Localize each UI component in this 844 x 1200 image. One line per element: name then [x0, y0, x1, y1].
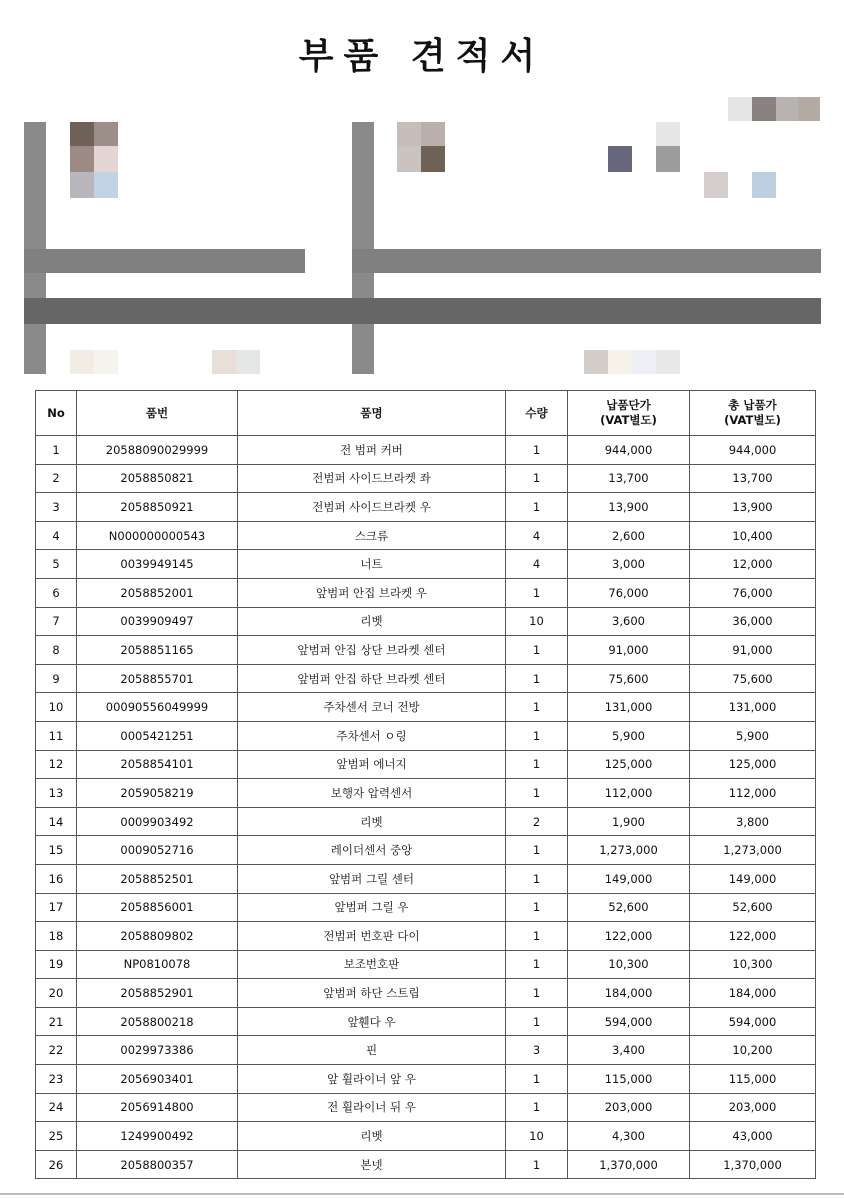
- cell-unit-price: 184,000: [568, 979, 690, 1008]
- cell-unit-price: 203,000: [568, 1093, 690, 1122]
- cell-qty: 1: [506, 578, 568, 607]
- cell-qty: 1: [506, 1065, 568, 1094]
- table-row: [36, 979, 816, 1008]
- cell-part-number: 2058850921: [77, 493, 238, 522]
- cell-total-price: 203,000: [690, 1093, 816, 1122]
- cell-part-name: 앞범퍼 그릴 우: [238, 893, 506, 922]
- cell-total-price: 36,000: [690, 607, 816, 636]
- cell-total-price: 12,000: [690, 550, 816, 579]
- cell-total-price: 76,000: [690, 578, 816, 607]
- header-qty: 수량: [506, 391, 568, 436]
- cell-part-name: 앞범퍼 안집 브라켓 우: [238, 578, 506, 607]
- cell-no: 4: [36, 521, 77, 550]
- cell-no: 1: [36, 436, 77, 465]
- cell-total-price: 122,000: [690, 922, 816, 951]
- page-bottom-divider: [0, 1193, 844, 1195]
- cell-no: 6: [36, 578, 77, 607]
- cell-no: 26: [36, 1150, 77, 1179]
- cell-qty: 1: [506, 693, 568, 722]
- cell-total-price: 125,000: [690, 750, 816, 779]
- table-row: [36, 721, 816, 750]
- cell-total-price: 5,900: [690, 721, 816, 750]
- cell-part-name: 앞 휠라이너 앞 우: [238, 1065, 506, 1094]
- table-row: [36, 664, 816, 693]
- cell-no: 7: [36, 607, 77, 636]
- table-row: [36, 607, 816, 636]
- document-title: 부품 견적서: [298, 36, 546, 77]
- cell-unit-price: 13,700: [568, 464, 690, 493]
- cell-total-price: 115,000: [690, 1065, 816, 1094]
- table-header-row: [36, 391, 816, 436]
- header-part-number: 품번: [77, 391, 238, 436]
- cell-unit-price: 13,900: [568, 493, 690, 522]
- cell-qty: 1: [506, 779, 568, 808]
- cell-no: 20: [36, 979, 77, 1008]
- cell-part-number: 2056914800: [77, 1093, 238, 1122]
- cell-unit-price: 115,000: [568, 1065, 690, 1094]
- cell-unit-price: 1,273,000: [568, 836, 690, 865]
- header-total-price: 총 납품가 (VAT별도): [690, 391, 816, 436]
- cell-no: 22: [36, 1036, 77, 1065]
- cell-unit-price: 52,600: [568, 893, 690, 922]
- cell-part-number: 2058855701: [77, 664, 238, 693]
- cell-qty: 1: [506, 664, 568, 693]
- cell-no: 21: [36, 1007, 77, 1036]
- cell-total-price: 43,000: [690, 1122, 816, 1151]
- cell-total-price: 3,800: [690, 807, 816, 836]
- cell-qty: 3: [506, 1036, 568, 1065]
- table-row: [36, 922, 816, 951]
- cell-total-price: 10,300: [690, 950, 816, 979]
- cell-unit-price: 122,000: [568, 922, 690, 951]
- cell-qty: 1: [506, 836, 568, 865]
- cell-part-number: 1249900492: [77, 1122, 238, 1151]
- cell-part-number: 2058851165: [77, 636, 238, 665]
- table-row: [36, 1150, 816, 1179]
- cell-unit-price: 10,300: [568, 950, 690, 979]
- cell-part-number: 2056903401: [77, 1065, 238, 1094]
- header-part-name: 품명: [238, 391, 506, 436]
- cell-total-price: 13,900: [690, 493, 816, 522]
- cell-part-name: 너트: [238, 550, 506, 579]
- cell-part-number: 20588090029999: [77, 436, 238, 465]
- cell-qty: 1: [506, 464, 568, 493]
- cell-part-name: 리벳: [238, 1122, 506, 1151]
- table-row: [36, 1007, 816, 1036]
- cell-unit-price: 4,300: [568, 1122, 690, 1151]
- cell-part-name: 주차센서 코너 전방: [238, 693, 506, 722]
- cell-part-number: 00090556049999: [77, 693, 238, 722]
- cell-part-number: 2058852001: [77, 578, 238, 607]
- cell-unit-price: 944,000: [568, 436, 690, 465]
- cell-part-name: 앞범퍼 에너지: [238, 750, 506, 779]
- cell-unit-price: 112,000: [568, 779, 690, 808]
- cell-no: 24: [36, 1093, 77, 1122]
- cell-unit-price: 75,600: [568, 664, 690, 693]
- cell-part-number: 2058852501: [77, 864, 238, 893]
- cell-qty: 1: [506, 493, 568, 522]
- cell-no: 25: [36, 1122, 77, 1151]
- cell-unit-price: 125,000: [568, 750, 690, 779]
- cell-total-price: 944,000: [690, 436, 816, 465]
- cell-total-price: 1,370,000: [690, 1150, 816, 1179]
- cell-total-price: 594,000: [690, 1007, 816, 1036]
- header-no: No: [36, 391, 77, 436]
- cell-total-price: 112,000: [690, 779, 816, 808]
- cell-total-price: 184,000: [690, 979, 816, 1008]
- cell-qty: 1: [506, 750, 568, 779]
- cell-part-number: 0009903492: [77, 807, 238, 836]
- cell-no: 18: [36, 922, 77, 951]
- cell-part-number: 2058800357: [77, 1150, 238, 1179]
- cell-unit-price: 3,000: [568, 550, 690, 579]
- cell-part-name: 핀: [238, 1036, 506, 1065]
- table-row: [36, 1093, 816, 1122]
- cell-unit-price: 76,000: [568, 578, 690, 607]
- cell-no: 14: [36, 807, 77, 836]
- cell-no: 2: [36, 464, 77, 493]
- cell-unit-price: 3,400: [568, 1036, 690, 1065]
- table-row: [36, 950, 816, 979]
- cell-total-price: 13,700: [690, 464, 816, 493]
- cell-qty: 1: [506, 721, 568, 750]
- cell-part-number: 0039949145: [77, 550, 238, 579]
- cell-unit-price: 1,900: [568, 807, 690, 836]
- cell-part-number: 2058850821: [77, 464, 238, 493]
- cell-total-price: 75,600: [690, 664, 816, 693]
- table-row: [36, 893, 816, 922]
- table-row: [36, 578, 816, 607]
- cell-qty: 1: [506, 1150, 568, 1179]
- cell-unit-price: 3,600: [568, 607, 690, 636]
- cell-qty: 4: [506, 550, 568, 579]
- cell-part-number: 0005421251: [77, 721, 238, 750]
- cell-part-name: 앞범퍼 그릴 센터: [238, 864, 506, 893]
- cell-total-price: 91,000: [690, 636, 816, 665]
- cell-part-number: 2058854101: [77, 750, 238, 779]
- cell-qty: 1: [506, 436, 568, 465]
- cell-part-name: 보조번호판: [238, 950, 506, 979]
- cell-qty: 1: [506, 636, 568, 665]
- cell-total-price: 10,400: [690, 521, 816, 550]
- cell-part-name: 전범퍼 사이드브라켓 좌: [238, 464, 506, 493]
- cell-unit-price: 594,000: [568, 1007, 690, 1036]
- table-row: [36, 1065, 816, 1094]
- cell-part-name: 레이더센서 중앙: [238, 836, 506, 865]
- cell-qty: 1: [506, 1007, 568, 1036]
- cell-unit-price: 5,900: [568, 721, 690, 750]
- cell-part-number: 2058856001: [77, 893, 238, 922]
- cell-total-price: 131,000: [690, 693, 816, 722]
- cell-no: 17: [36, 893, 77, 922]
- quote-table: [35, 390, 816, 1179]
- cell-part-number: 2058852901: [77, 979, 238, 1008]
- cell-no: 16: [36, 864, 77, 893]
- cell-part-name: 전범퍼 번호판 다이: [238, 922, 506, 951]
- cell-part-number: NP0810078: [77, 950, 238, 979]
- cell-part-name: 앞범퍼 하단 스트립: [238, 979, 506, 1008]
- cell-unit-price: 91,000: [568, 636, 690, 665]
- cell-part-name: 보행자 압력센서: [238, 779, 506, 808]
- table-row: [36, 1036, 816, 1065]
- cell-part-name: 앞범퍼 안집 하단 브라켓 센터: [238, 664, 506, 693]
- table-row: [36, 1122, 816, 1151]
- cell-part-name: 앞휀다 우: [238, 1007, 506, 1036]
- cell-part-name: 본넷: [238, 1150, 506, 1179]
- cell-part-number: 0039909497: [77, 607, 238, 636]
- cell-no: 10: [36, 693, 77, 722]
- table-row: [36, 693, 816, 722]
- cell-no: 15: [36, 836, 77, 865]
- cell-qty: 1: [506, 893, 568, 922]
- cell-no: 12: [36, 750, 77, 779]
- cell-qty: 1: [506, 1093, 568, 1122]
- cell-no: 3: [36, 493, 77, 522]
- cell-part-number: 2058809802: [77, 922, 238, 951]
- cell-part-number: 0029973386: [77, 1036, 238, 1065]
- table-row: [36, 436, 816, 465]
- cell-no: 9: [36, 664, 77, 693]
- cell-no: 5: [36, 550, 77, 579]
- table-row: [36, 864, 816, 893]
- cell-qty: 1: [506, 979, 568, 1008]
- cell-part-number: 2058800218: [77, 1007, 238, 1036]
- cell-total-price: 1,273,000: [690, 836, 816, 865]
- cell-part-name: 전범퍼 사이드브라켓 우: [238, 493, 506, 522]
- table-row: [36, 779, 816, 808]
- cell-no: 11: [36, 721, 77, 750]
- cell-part-number: N000000000543: [77, 521, 238, 550]
- table-row: [36, 807, 816, 836]
- cell-part-name: 리벳: [238, 607, 506, 636]
- cell-part-name: 앞범퍼 안집 상단 브라켓 센터: [238, 636, 506, 665]
- cell-no: 23: [36, 1065, 77, 1094]
- cell-part-name: 리벳: [238, 807, 506, 836]
- table-row: [36, 493, 816, 522]
- cell-qty: 1: [506, 950, 568, 979]
- table-row: [36, 521, 816, 550]
- table-row: [36, 464, 816, 493]
- table-row: [36, 550, 816, 579]
- cell-part-name: 스크류: [238, 521, 506, 550]
- cell-qty: 4: [506, 521, 568, 550]
- cell-qty: 10: [506, 1122, 568, 1151]
- cell-total-price: 52,600: [690, 893, 816, 922]
- cell-unit-price: 131,000: [568, 693, 690, 722]
- cell-total-price: 149,000: [690, 864, 816, 893]
- header-unit-price: 납품단가 (VAT별도): [568, 391, 690, 436]
- cell-part-number: 0009052716: [77, 836, 238, 865]
- cell-unit-price: 2,600: [568, 521, 690, 550]
- cell-qty: 1: [506, 864, 568, 893]
- cell-qty: 1: [506, 922, 568, 951]
- cell-part-name: 전 휠라이너 뒤 우: [238, 1093, 506, 1122]
- cell-total-price: 10,200: [690, 1036, 816, 1065]
- cell-unit-price: 149,000: [568, 864, 690, 893]
- cell-no: 8: [36, 636, 77, 665]
- cell-unit-price: 1,370,000: [568, 1150, 690, 1179]
- table-row: [36, 750, 816, 779]
- table-row: [36, 636, 816, 665]
- cell-part-number: 2059058219: [77, 779, 238, 808]
- cell-part-name: 주차센서 ㅇ링: [238, 721, 506, 750]
- cell-part-name: 전 범퍼 커버: [238, 436, 506, 465]
- cell-qty: 10: [506, 607, 568, 636]
- cell-qty: 2: [506, 807, 568, 836]
- table-row: [36, 836, 816, 865]
- cell-no: 13: [36, 779, 77, 808]
- cell-no: 19: [36, 950, 77, 979]
